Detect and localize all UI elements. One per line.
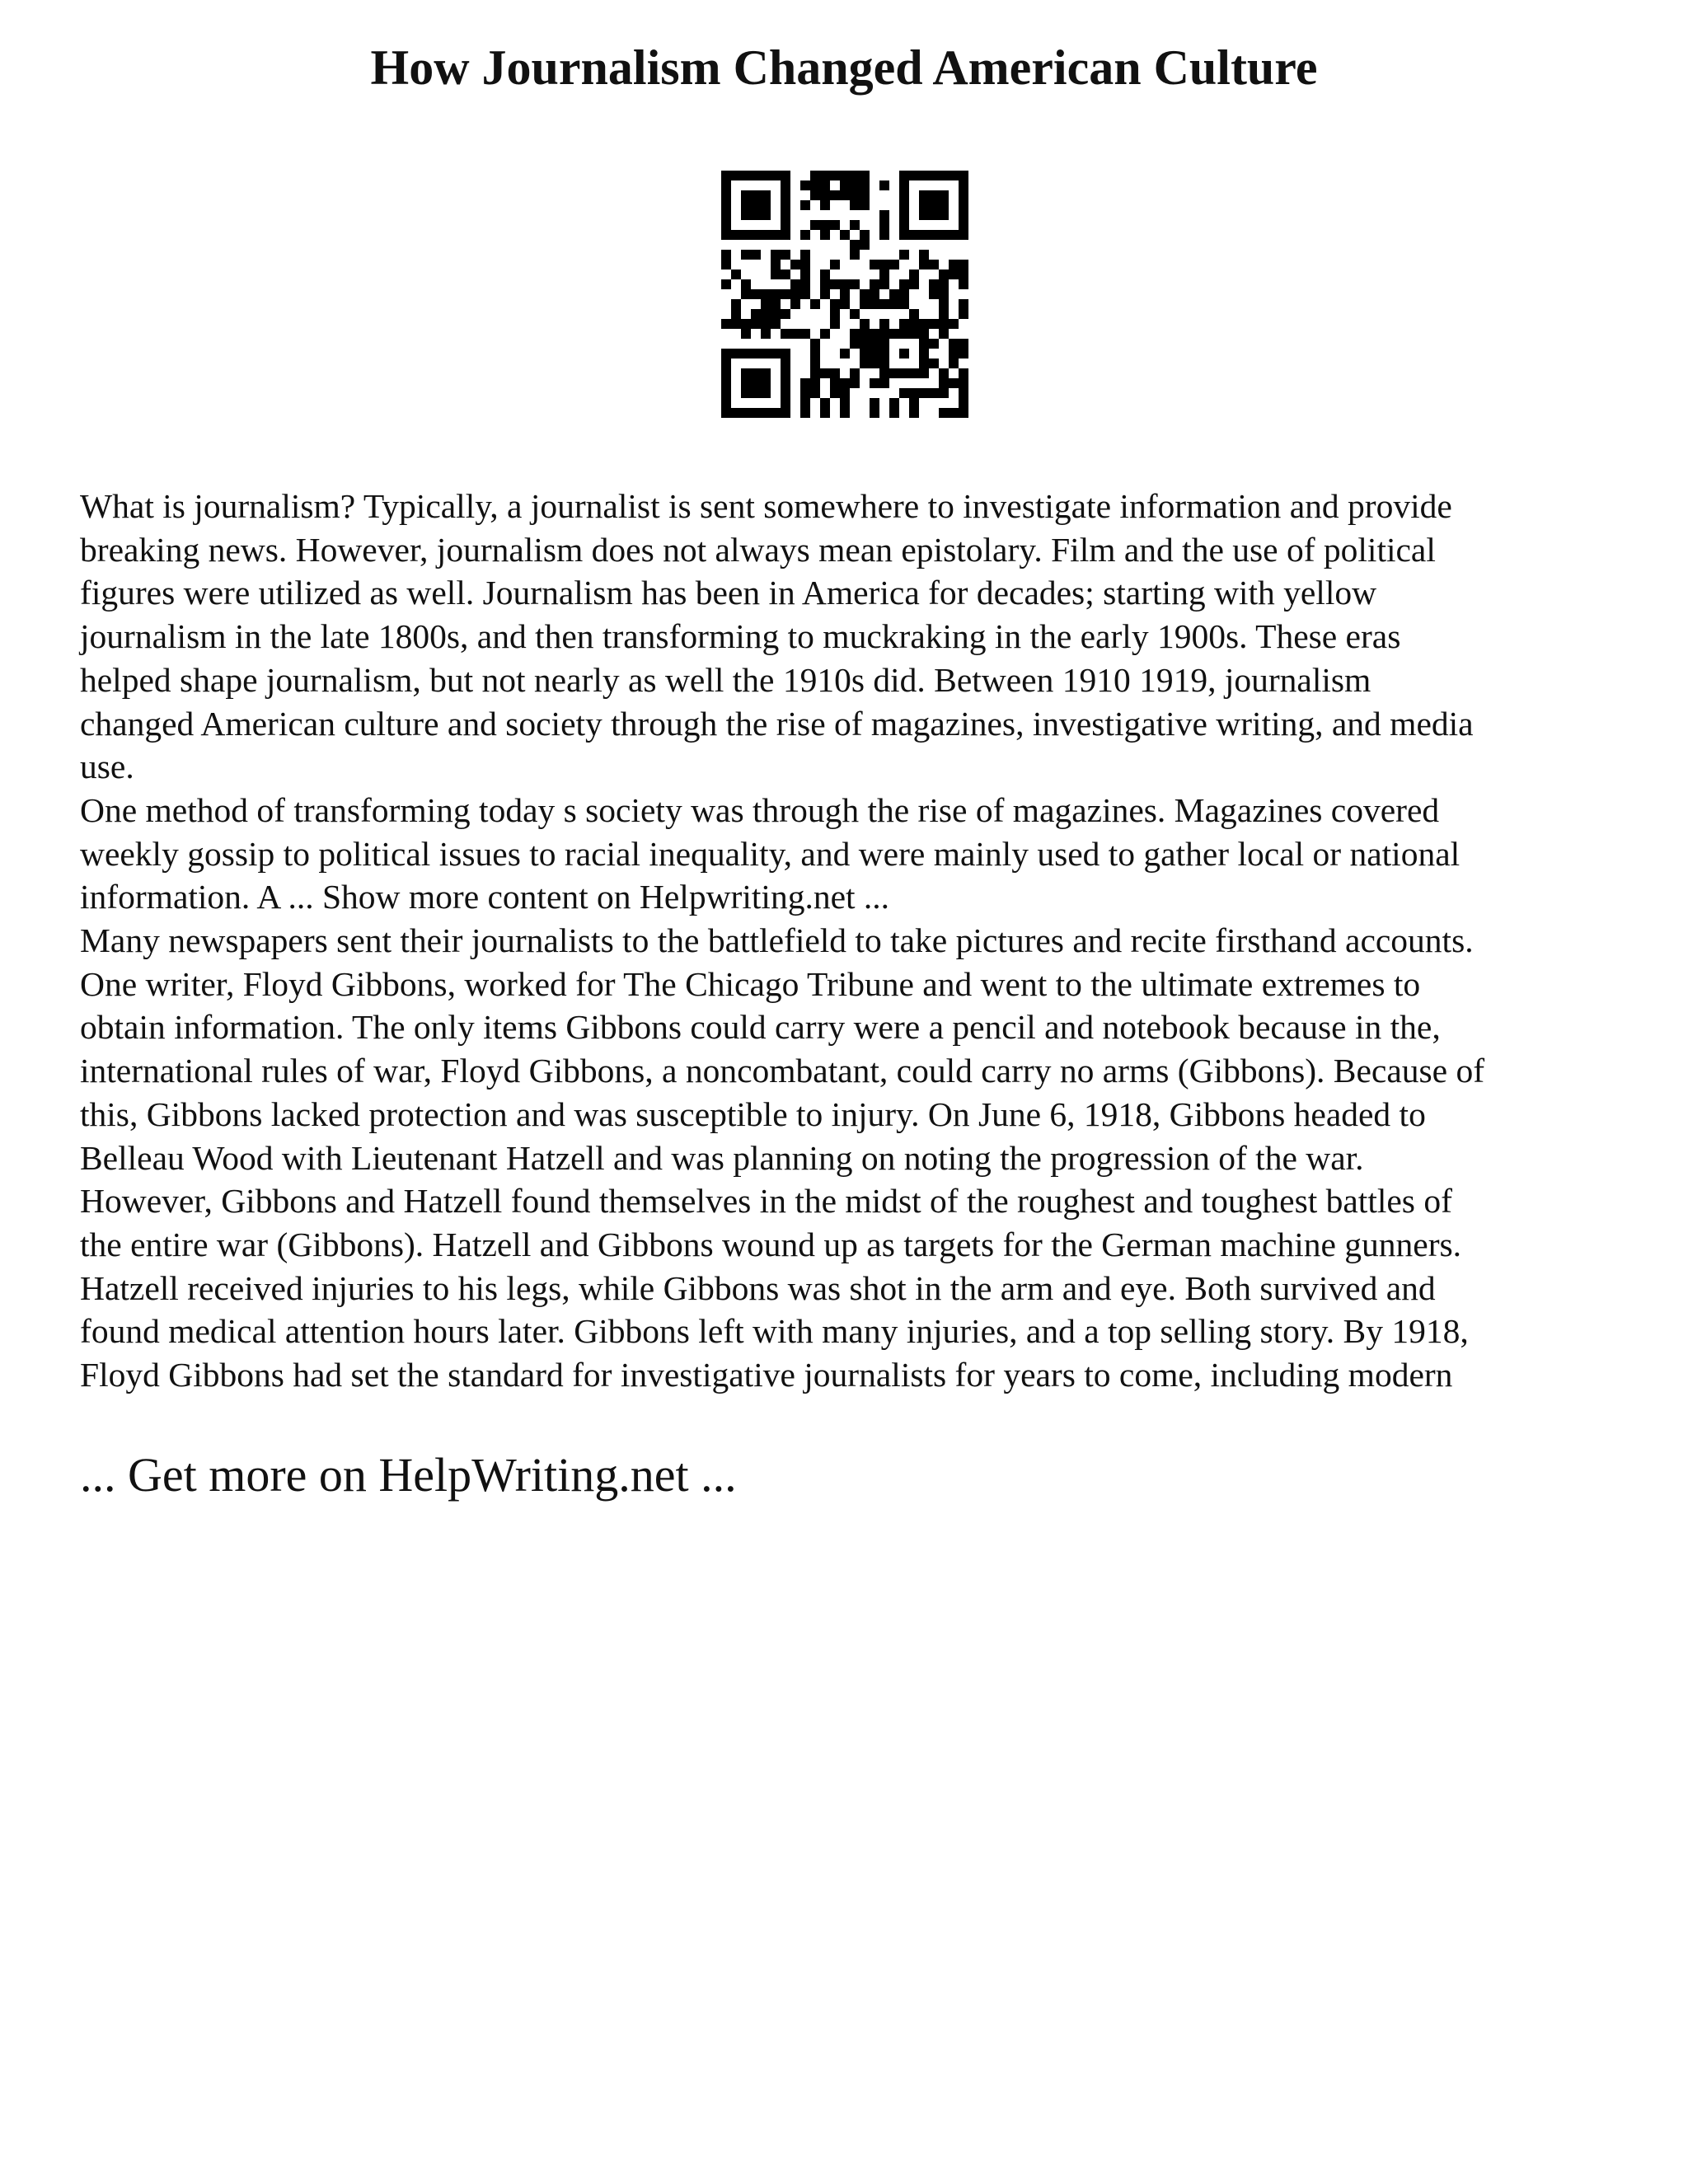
paragraph-gibbons: Many newspapers sent their journalists to the battlefield to take pictures and recite firsthand accounts. One writer, Floyd Gibbons, worked for The Chicago Tribune and went to the ultimate extremes to obtain information. The only items Gibbons could carry were a pencil and notebook because in the, international rules of war, Floyd Gibbons, a noncombatant, could carry no arms (Gibbons). Because of this, Gibbons lacked protection and was susceptible to injury. On June 6, 1918, Gibbons headed to Belleau Wood with Lieutenant Hatzell and was planning on noting the progression of the war. However, Gibbons and Hatzell found themselves in the midst of the roughest and toughest battles of the entire war (Gibbons). Hatzell and Gibbons wound up as targets for the German machine gunners. Hatzell received injuries to his legs, while Gibbons was shot in the arm and eye. Both survived and found medical attention hours later. Gibbons left with many injuries, and a top selling story. By 1918, Floyd Gibbons had set the standard for investigative journalists for years to come, including modern	[80, 921, 1485, 1394]
document-body	[80, 485, 1629, 1397]
paragraph-intro: What is journalism? Typically, a journalist is sent somewhere to investigate information and provide breaking news. However, journalism does not always mean epistolary. Film and the use of political figures were utilized as well. Journalism has been in America for decades; starting with yellow journalism in the late 1800s, and then transforming to muckraking in the early 1900s. These eras helped shape journalism, but not nearly as well the 1910s did. Between 1910 1919, journalism changed American culture and society through the rise of magazines, investigative writing, and media use.	[80, 487, 1474, 786]
paragraph-magazines: One method of transforming today s society was through the rise of magazines. Magazines covered weekly gossip to political issues to racial inequality, and were mainly used to gather local or national information. A ... Show more content on Helpwriting.net ...	[80, 790, 1461, 916]
get-more-link[interactable]: ... Get more on HelpWriting.net ...	[80, 1448, 737, 1502]
document-title: How Journalism Changed American Culture	[370, 40, 1318, 95]
qr-code[interactable]	[721, 171, 968, 418]
qr-code-icon	[721, 171, 968, 418]
